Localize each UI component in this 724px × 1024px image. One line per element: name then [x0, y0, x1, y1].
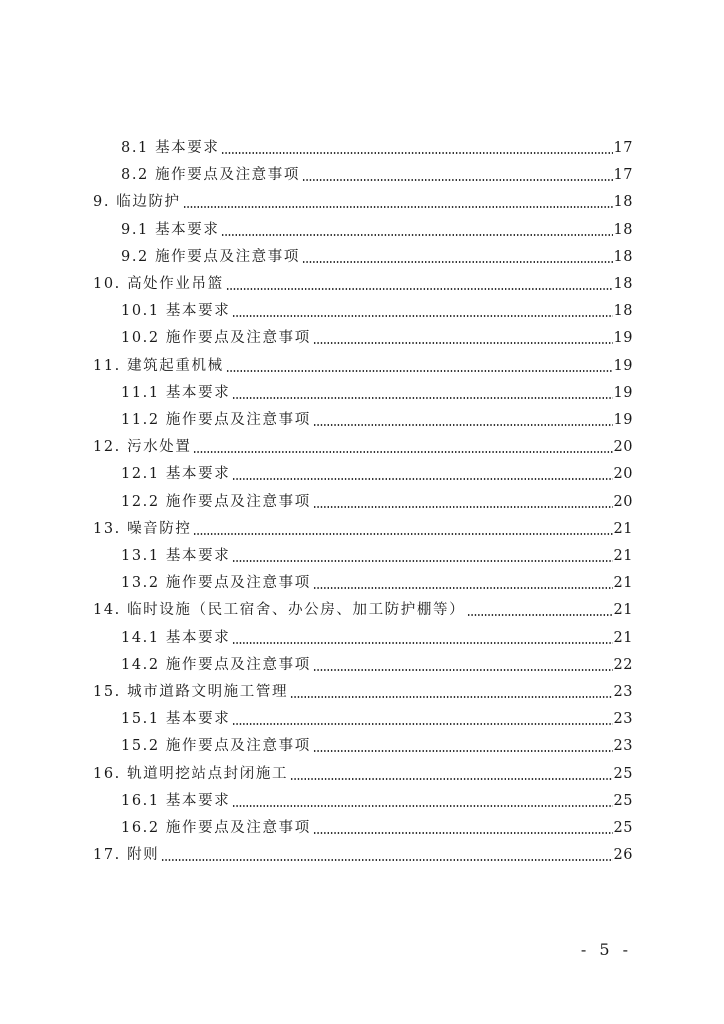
toc-entry-title: 15. 城市道路文明施工管理 [93, 684, 289, 700]
toc-entry [121, 213, 633, 239]
toc-entry-title: 10.2 施作要点及注意事项 [121, 330, 311, 347]
toc-entry-page: 25 [613, 820, 633, 836]
toc-entry-title: 15.1 基本要求 [121, 711, 231, 728]
toc-entry [121, 566, 633, 592]
toc-entry-page: 21 [613, 520, 633, 537]
toc-entry-page: 23 [613, 711, 633, 728]
toc-entry [93, 838, 633, 864]
toc-dot-leader [232, 478, 612, 480]
toc-entry-page: 21 [613, 602, 633, 619]
toc-entry-title: 14.1 基本要求 [121, 629, 231, 646]
toc-dot-leader [313, 342, 613, 344]
toc-dot-leader [232, 560, 612, 562]
toc-dot-leader [193, 533, 612, 535]
toc-entry [121, 321, 633, 347]
toc-entry-title: 12.1 基本要求 [121, 466, 231, 483]
toc-entry-title: 14. 临时设施（民工宿舍、办公房、加工防护棚等） [93, 602, 466, 619]
toc-entry [121, 131, 633, 157]
toc-entry-page: 18 [613, 276, 633, 292]
toc-dot-leader [161, 859, 612, 861]
toc-dot-leader [313, 832, 613, 834]
toc-dot-leader [226, 370, 613, 372]
toc-dot-leader [232, 397, 612, 399]
toc-entry [121, 621, 633, 647]
toc-entry-page: 20 [613, 439, 633, 456]
toc-entry [93, 675, 633, 701]
toc-entry-title: 9.1 基本要求 [121, 221, 220, 238]
toc-entry [93, 512, 633, 538]
toc-entry [93, 185, 633, 211]
toc-entry [93, 349, 633, 375]
toc-entry-title: 15.2 施作要点及注意事项 [121, 738, 311, 755]
toc-entry-page: 19 [613, 384, 633, 401]
toc-entry-title: 9.2 施作要点及注意事项 [121, 248, 300, 265]
toc-entry-page: 18 [613, 194, 633, 211]
toc-entry-title: 13. 噪音防控 [93, 520, 192, 537]
toc-dot-leader [467, 614, 612, 616]
toc-dot-leader [193, 451, 612, 453]
toc-entry-page: 17 [613, 167, 633, 184]
toc-dot-leader [232, 315, 612, 317]
toc-entry-page: 25 [613, 792, 633, 809]
toc-dot-leader [232, 642, 612, 644]
toc-entry-page: 17 [613, 140, 633, 156]
toc-entry-page: 23 [613, 738, 633, 755]
toc-entry [121, 729, 633, 755]
toc-entry [93, 593, 633, 619]
toc-dot-leader [302, 179, 613, 181]
toc-dot-leader [313, 506, 613, 508]
toc-entry-page: 23 [613, 684, 633, 700]
toc-entry-page: 19 [613, 357, 633, 374]
toc-entry [121, 403, 633, 429]
toc-dot-leader [183, 206, 613, 208]
toc-entry-title: 13.2 施作要点及注意事项 [121, 575, 311, 592]
toc-entry [121, 702, 633, 728]
toc-entry-title: 11.2 施作要点及注意事项 [121, 412, 311, 428]
toc-entry-title: 8.2 施作要点及注意事项 [121, 167, 300, 184]
toc-entry-page: 18 [613, 248, 633, 265]
toc-entry-title: 9. 临边防护 [93, 194, 181, 211]
toc-entry-title: 10.1 基本要求 [121, 303, 231, 320]
toc-dot-leader [232, 805, 612, 807]
toc-entry-page: 18 [613, 303, 633, 320]
toc-entry [121, 294, 633, 320]
toc-entry-title: 8.1 基本要求 [121, 140, 220, 156]
toc-dot-leader [290, 778, 612, 780]
toc-entry [121, 485, 633, 511]
toc-dot-leader [290, 696, 612, 698]
toc-entry-page: 26 [613, 847, 633, 864]
toc-dot-leader [302, 261, 613, 263]
toc-entry-title: 16.2 施作要点及注意事项 [121, 820, 311, 836]
toc-dot-leader [313, 750, 613, 752]
toc-entry-title: 16.1 基本要求 [121, 792, 231, 809]
toc-dot-leader [221, 234, 612, 236]
toc-entry-page: 20 [613, 466, 633, 483]
toc-entry-title: 12.2 施作要点及注意事项 [121, 493, 311, 510]
toc-entry-page: 20 [613, 493, 633, 510]
toc-entry-page: 18 [613, 221, 633, 238]
toc-dot-leader [313, 669, 613, 671]
toc-dot-leader [221, 152, 612, 154]
toc-entry-page: 19 [613, 412, 633, 428]
toc-dot-leader [313, 424, 613, 426]
toc-entry-page: 22 [613, 656, 633, 673]
toc-entry-title: 17. 附则 [93, 847, 160, 864]
toc-entry-title: 14.2 施作要点及注意事项 [121, 656, 311, 673]
toc-entry-page: 25 [613, 765, 633, 782]
toc-entry-title: 11.1 基本要求 [121, 384, 231, 401]
toc-entry [93, 430, 633, 456]
toc-entry-title: 16. 轨道明挖站点封闭施工 [93, 765, 289, 782]
toc-entry [93, 267, 633, 293]
toc-entry [121, 811, 633, 837]
toc-entry-title: 13.1 基本要求 [121, 548, 231, 564]
page-number: - 5 - [580, 940, 632, 959]
toc-entry-page: 19 [613, 330, 633, 347]
toc-dot-leader [232, 723, 612, 725]
toc-entry-page: 21 [613, 629, 633, 646]
toc-entry [121, 784, 633, 810]
toc-entry [121, 539, 633, 565]
toc-entry-page: 21 [613, 548, 633, 564]
toc-entry [121, 457, 633, 483]
toc-entry-title: 10. 高处作业吊篮 [93, 276, 224, 292]
toc-entry-page: 21 [613, 575, 633, 592]
toc-entry-title: 12. 污水处置 [93, 439, 192, 456]
toc-dot-leader [313, 587, 613, 589]
toc-entry [121, 158, 633, 184]
toc-entry [121, 648, 633, 674]
toc-entry [121, 376, 633, 402]
toc-entry [93, 757, 633, 783]
toc-entry [121, 240, 633, 266]
toc-entry-title: 11. 建筑起重机械 [93, 357, 224, 374]
toc-dot-leader [226, 288, 613, 290]
